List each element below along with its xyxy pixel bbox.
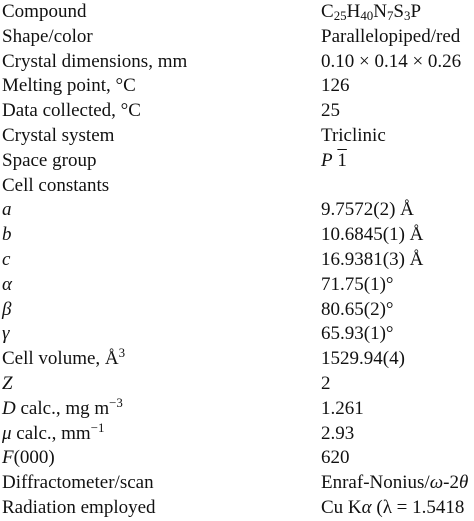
row-value: 1.261 — [321, 397, 364, 419]
table-row-space-group — [0, 149, 474, 174]
row-value: 0.10 × 0.14 × 0.26 — [321, 50, 462, 72]
row-label: Z — [2, 372, 13, 394]
row-label: a — [2, 199, 12, 221]
row-value: Parallelopiped/red — [321, 25, 461, 47]
row-value: 71.75(1)° — [321, 273, 394, 295]
table-row-shape-color — [0, 25, 474, 50]
row-label: b — [2, 224, 12, 246]
row-value: 65.93(1)° — [321, 323, 394, 345]
table-row-compound — [0, 0, 474, 25]
row-label: β — [2, 298, 12, 320]
table-row-d-calc — [0, 394, 474, 422]
row-value: 1529.94(4) — [321, 348, 405, 370]
row-label: Compound — [2, 1, 87, 22]
row-value: Triclinic — [321, 124, 386, 146]
row-value: 9.7572(2) Å — [321, 199, 414, 221]
row-label: Data collected, °C — [2, 100, 141, 122]
table-row-alpha — [0, 273, 474, 298]
table-row-cell-constants — [0, 174, 474, 199]
table-row-crystal-system — [0, 124, 474, 149]
row-label: Radiation employed — [2, 496, 156, 518]
row-value: 126 — [321, 75, 350, 97]
row-label: μ calc., $mm^{-1}$ — [2, 419, 105, 444]
table-row-radiation — [0, 496, 474, 521]
table-row-c — [0, 248, 474, 273]
row-value: 2.93 — [321, 422, 355, 444]
row-label: Cell volume, $Å^3$ — [2, 345, 126, 370]
table-row-mu-calc — [0, 419, 474, 447]
row-label: Cell constants — [2, 174, 110, 196]
table-row-a — [0, 198, 474, 223]
compound-formula: $C_{25}H_{40}N_7S_3P$ — [321, 1, 422, 24]
table-row-f000 — [0, 446, 474, 471]
table-row-diffractometer — [0, 471, 474, 496]
row-label: γ — [2, 323, 10, 345]
table-row-z — [0, 372, 474, 397]
row-value: Cu Kα (λ = 1.5418 — [321, 496, 465, 518]
table-row-gamma — [0, 322, 474, 347]
row-label: Shape/color — [2, 25, 93, 47]
row-label: α — [2, 273, 12, 295]
row-value: 2 — [321, 372, 331, 394]
row-value: 10.6845(1) Å — [321, 224, 424, 246]
row-label: Diffractometer/scan — [2, 472, 154, 494]
row-value: 25 — [321, 100, 340, 122]
row-value: Enraf-Nonius/ω-2θ — [321, 472, 469, 494]
row-label: c — [2, 248, 11, 270]
row-value: 16.9381(3) Å — [321, 248, 424, 270]
row-label: F(000) — [2, 447, 55, 469]
row-label: D calc., mg $m^{-3}$ — [2, 394, 123, 419]
table-row-beta — [0, 298, 474, 323]
row-value: 80.65(2)° — [321, 298, 394, 320]
table-row-cell-volume — [0, 347, 474, 372]
table-row-data-collected — [0, 99, 474, 124]
row-label: Crystal system — [2, 124, 115, 146]
space-group-symbol: P 1 — [321, 149, 347, 171]
row-label: Crystal dimensions, mm — [2, 50, 188, 72]
table-row-b — [0, 223, 474, 248]
row-value: 620 — [321, 447, 350, 469]
table-row-crystal-dimensions — [0, 50, 474, 75]
row-label: Melting point, °C — [2, 75, 136, 97]
table-row-melting-point — [0, 74, 474, 99]
row-label: Space group — [2, 149, 97, 171]
